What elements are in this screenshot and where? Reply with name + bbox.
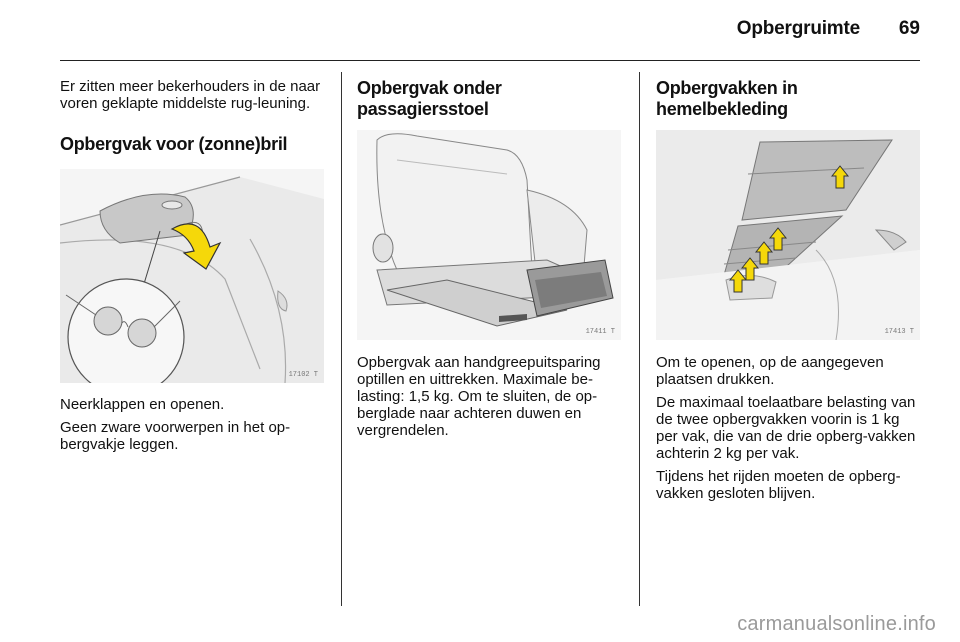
- section-heading-under-seat: Opbergvak onder passagiersstoel: [357, 78, 502, 119]
- intro-text: Er zitten meer bekerhouders in de naar voren geklapte middelste rug-leuning.: [60, 78, 321, 112]
- paragraph: De maximaal toelaatbare belasting van de twee opbergvakken voorin is 1 kg per vak, die van de drie opberg-vakken achterin 2 kg per vak.: [656, 394, 916, 462]
- paragraph: Opbergvak aan handgreepuitsparing optillen en uittrekken. Maximale be-lasting: 1,5 kg. Om te sluiten, de op-berglade naar achteren duwen en vergrendelen.: [357, 354, 601, 439]
- watermark: carmanualsonline.info: [737, 613, 936, 635]
- figure-code: 17102 T: [288, 371, 318, 379]
- paragraph: Neerklappen en openen.: [60, 396, 225, 413]
- paragraph: Geen zware voorwerpen in het op-bergvakje leggen.: [60, 419, 291, 453]
- column-divider-1: [341, 72, 342, 606]
- column-divider-2: [639, 72, 640, 606]
- figure-headliner-compartments: [656, 130, 920, 340]
- section-heading-sunglasses: Opbergvak voor (zonne)bril: [60, 134, 288, 154]
- page-number: 69: [898, 18, 920, 39]
- paragraph: Tijdens het rijden moeten de opberg-vakken gesloten blijven.: [656, 468, 901, 502]
- figure-code: 17413 T: [884, 328, 914, 336]
- column-2: [357, 78, 623, 445]
- page-header-title: Opbergruimte: [736, 18, 860, 39]
- seat-drawer-illustration: [357, 130, 621, 340]
- column-3: [656, 78, 922, 508]
- header-rule: [60, 60, 920, 61]
- section-heading-headliner: Opbergvakken in hemelbekleding: [656, 78, 798, 119]
- column-1: [60, 78, 326, 459]
- headliner-illustration: [656, 130, 920, 340]
- sunglasses-holder-illustration: [60, 169, 324, 383]
- figure-under-seat-drawer: [357, 130, 621, 340]
- figure-sunglasses-holder: [60, 169, 324, 383]
- paragraph: Om te openen, op de aangegeven plaatsen drukken.: [656, 354, 884, 388]
- figure-code: 17411 T: [585, 328, 615, 336]
